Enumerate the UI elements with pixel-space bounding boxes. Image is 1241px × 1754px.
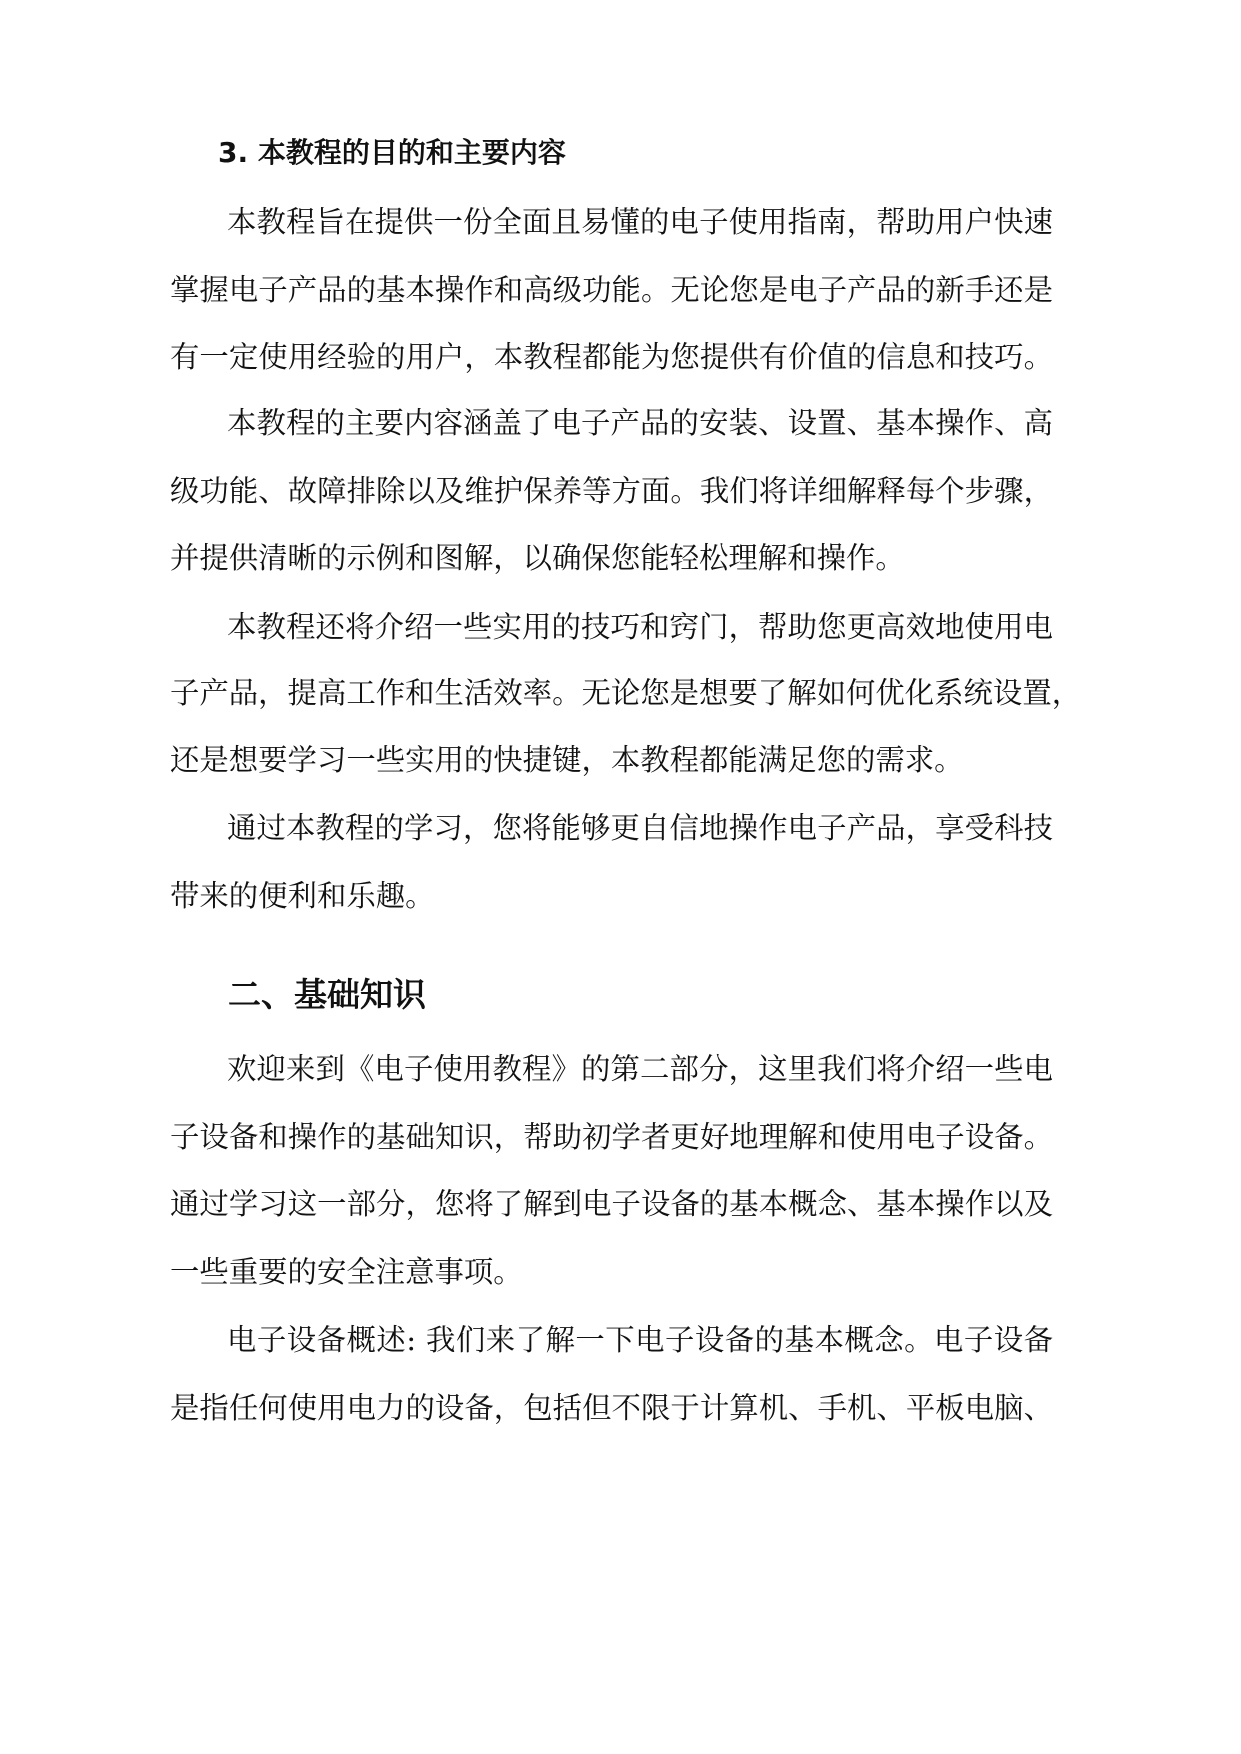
paragraph-line: 子产品，提高工作和生活效率。无论您是想要了解如何优化系统设置， — [170, 676, 1082, 710]
paragraph-line: 本教程还将介绍一些实用的技巧和窍门，帮助您更高效地使用电 — [227, 610, 1053, 644]
paragraph-line: 子设备和操作的基础知识，帮助初学者更好地理解和使用电子设备。 — [170, 1120, 1053, 1154]
paragraph-line: 并提供清晰的示例和图解，以确保您能轻松理解和操作。 — [170, 541, 905, 575]
paragraph-line: 本教程旨在提供一份全面且易懂的电子使用指南，帮助用户快速 — [227, 205, 1053, 239]
paragraph-line: 有一定使用经验的用户，本教程都能为您提供有价值的信息和技巧。 — [170, 340, 1053, 374]
paragraph-line: 带来的便利和乐趣。 — [170, 879, 435, 913]
paragraph-line: 是指任何使用电力的设备，包括但不限于计算机、手机、平板电脑、 — [170, 1391, 1053, 1425]
section-heading: 3. 本教程的目的和主要内容 — [218, 136, 566, 169]
paragraph-line: 通过学习这一部分，您将了解到电子设备的基本概念、基本操作以及 — [170, 1187, 1053, 1221]
paragraph-line: 级功能、故障排除以及维护保养等方面。我们将详细解释每个步骤， — [170, 474, 1053, 508]
paragraph-line: 一些重要的安全注意事项。 — [170, 1255, 523, 1289]
paragraph-line: 电子设备概述: 我们来了解一下电子设备的基本概念。电子设备 — [227, 1323, 1053, 1357]
paragraph-line: 还是想要学习一些实用的快捷键，本教程都能满足您的需求。 — [170, 743, 964, 777]
section-heading: 二、基础知识 — [228, 975, 426, 1014]
paragraph-line: 通过本教程的学习，您将能够更自信地操作电子产品，享受科技 — [227, 811, 1053, 845]
paragraph-line: 掌握电子产品的基本操作和高级功能。无论您是电子产品的新手还是 — [170, 273, 1053, 307]
paragraph-line: 本教程的主要内容涵盖了电子产品的安装、设置、基本操作、高 — [227, 406, 1053, 440]
paragraph-line: 欢迎来到《电子使用教程》的第二部分，这里我们将介绍一些电 — [227, 1052, 1053, 1086]
